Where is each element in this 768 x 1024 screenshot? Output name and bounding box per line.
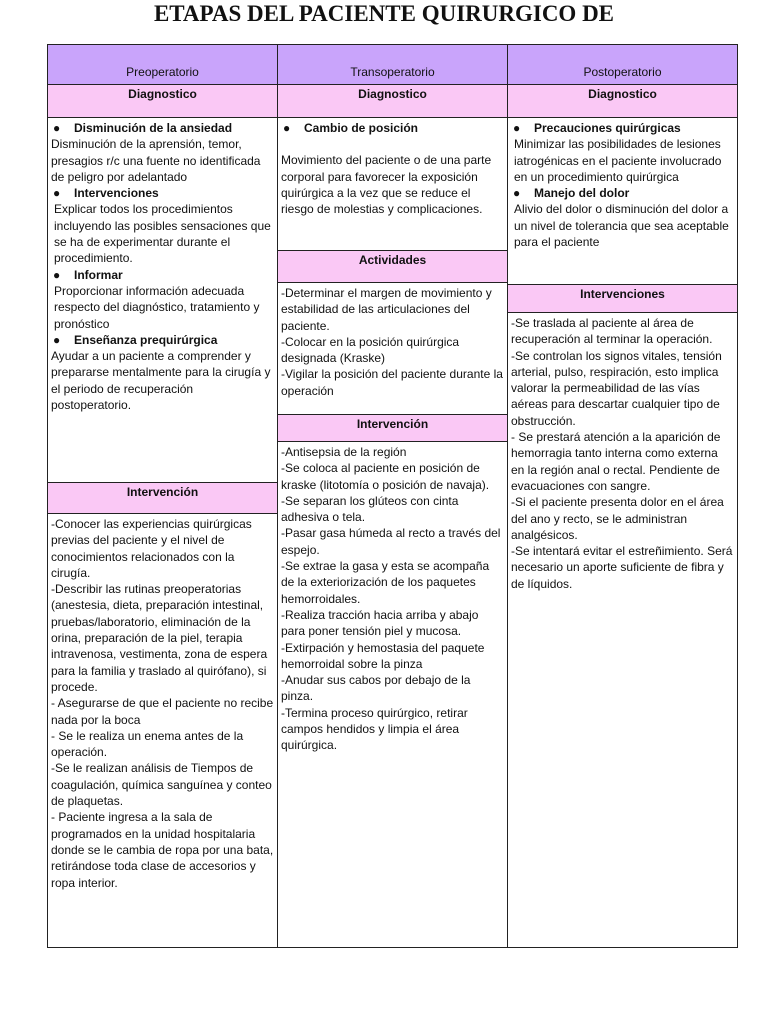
header-postoperatorio [508,45,737,85]
bullet-heading: Enseñanza prequirúrgica [74,332,218,347]
bullet-item: ● Informar [53,267,123,282]
bullet-text: Movimiento del paciente o de una parte corporal para favorecer la exposición quirúrgica a la vez que se reduce el riesgo de molestias y complicaciones. [281,153,492,217]
stages-table [47,44,738,949]
column-postoperatorio [507,44,738,948]
column-preoperatorio [47,44,278,948]
bullet-item: ● Enseñanza prequirúrgica [53,332,218,347]
bullet-text: Alivio del dolor o disminución del dolor a un nivel de tolerancia que sea aceptable para el paciente [514,202,729,250]
bullet-heading: Intervenciones [74,186,159,201]
diagnostico-cell-post [508,118,737,284]
actividades-label-trans: Actividades [278,250,507,283]
bullet-heading: Disminución de la ansiedad [74,121,233,135]
bullet-text: Minimizar las posibilidades de lesiones iatrogénicas en el paciente involucrado en un procedimiento quirúrgica [514,137,722,184]
intervencion-label-pre: Intervención [48,482,277,514]
diagnostico-label-pre: Diagnostico [48,85,277,118]
bullet-item: ● Intervenciones [53,186,159,201]
intervencion-cell-pre: -Conocer las experiencias quirúrgicas previas del paciente y el nivel de conocimientos relacionados con la cirugía. -Describir las rutinas preoperatorias (anestesia, dieta, preparación intestinal, pruebas/laboratorio, eliminación de la orina, preparación de la piel, terapia intravenosa, vestimenta, zona de espera para la familia y traslado al quirófano), si procede. - Asegurarse de que el paciente no recibe nada por la boca - Se le realiza un enema antes de la operación. -Se le realizan análisis de Tiempos de coagulación, química sanguínea y conteo de plaquetas. - Paciente ingresa a la sala de programados en la unidad hospitalaria donde se le cambia de ropa por una bata, retirándose toda clase de accesorios y ropa interior. [51,517,274,890]
diagnostico-label-trans: Diagnostico [278,85,507,118]
bullet-item: ● Cambio de posición [283,121,419,135]
bullet-heading: Cambio de posición [304,121,419,135]
actividades-cell-trans: -Determinar el margen de movimiento y estabilidad de las articulaciones del paciente. -Colocar en la posición quirúrgica designada (Kraske) -Vigilar la posición del paciente durante la operación [281,286,503,398]
column-transoperatorio [277,44,508,948]
header-label: Preoperatorio [126,65,199,79]
diagnostico-label-post: Diagnostico [508,85,737,118]
bullet-text: Explicar todos los procedimientos incluyendo las posibles sensaciones que se ha de experimentar durante el procedimiento. [54,202,271,266]
bullet-item: ● Precauciones quirúrgicas [513,121,681,135]
bullet-text: Disminución de la aprensión, temor, presagios r/c una fuente no identificada de peligro por adelantado [51,137,261,184]
document-title: ETAPAS DEL PACIENTE QUIRURGICO DE [153,1,615,26]
intervencion-label-trans: Intervención [278,414,507,442]
header-transoperatorio [278,45,507,85]
bullet-heading: Informar [74,267,123,282]
header-preoperatorio [48,45,277,85]
bullet-text: Proporcionar información adecuada respecto del diagnóstico, tratamiento y pronóstico [54,283,260,331]
intervenciones-cell-post: -Se traslada al paciente al área de recuperación al terminar la operación. -Se controlan los signos vitales, tensión arterial, pulso, respiración, esto implica valorar la permeabilidad de las vías aéreas para descartar cualquier tipo de obstrucción. - Se prestará atención a la aparición de hemorragia tanto interna como externa en la región anal o rectal. Pendiente de evacuaciones con sangre. -Si el paciente presenta dolor en el área del ano y recto, se le administran analgésicos. -Se intentará evitar el estreñimiento. Será necesario un aporte suficiente de fibra y de líquidos. [511,316,733,591]
bullet-item: ● Disminución de la ansiedad [53,121,233,135]
intervencion-cell-trans: -Antisepsia de la región -Se coloca al paciente en posición de kraske (litotomía o posición de navaja). -Se separan los glúteos con cinta adhesiva o tela. -Pasar gasa húmeda al recto a través del espejo. -Se extrae la gasa y esta se acompaña de la exteriorización de los paquetes hemorroidales. -Realiza tracción hacia arriba y abajo para poner tensión piel y mucosa. -Extirpación y hemostasia del paquete hemorroidal sobre la pinza -Anudar sus cabos por debajo de la pinza. -Termina proceso quirúrgico, retirar campos hendidos y limpia el área quirúrgica. [281,445,501,753]
bullet-text: Ayudar a un paciente a comprender y prepararse mentalmente para la cirugía y el periodo de recuperación postoperatorio. [51,349,271,413]
bullet-heading: Precauciones quirúrgicas [534,121,681,135]
bullet-item: ● Manejo del dolor [513,186,630,201]
header-label: Postoperatorio [583,65,662,79]
intervenciones-label-post: Intervenciones [508,284,737,313]
title-area [0,0,768,44]
diagnostico-cell-trans [278,118,507,250]
header-label: Transoperatorio [350,65,435,79]
diagnostico-cell-pre [48,118,277,482]
bullet-heading: Manejo del dolor [534,186,630,201]
